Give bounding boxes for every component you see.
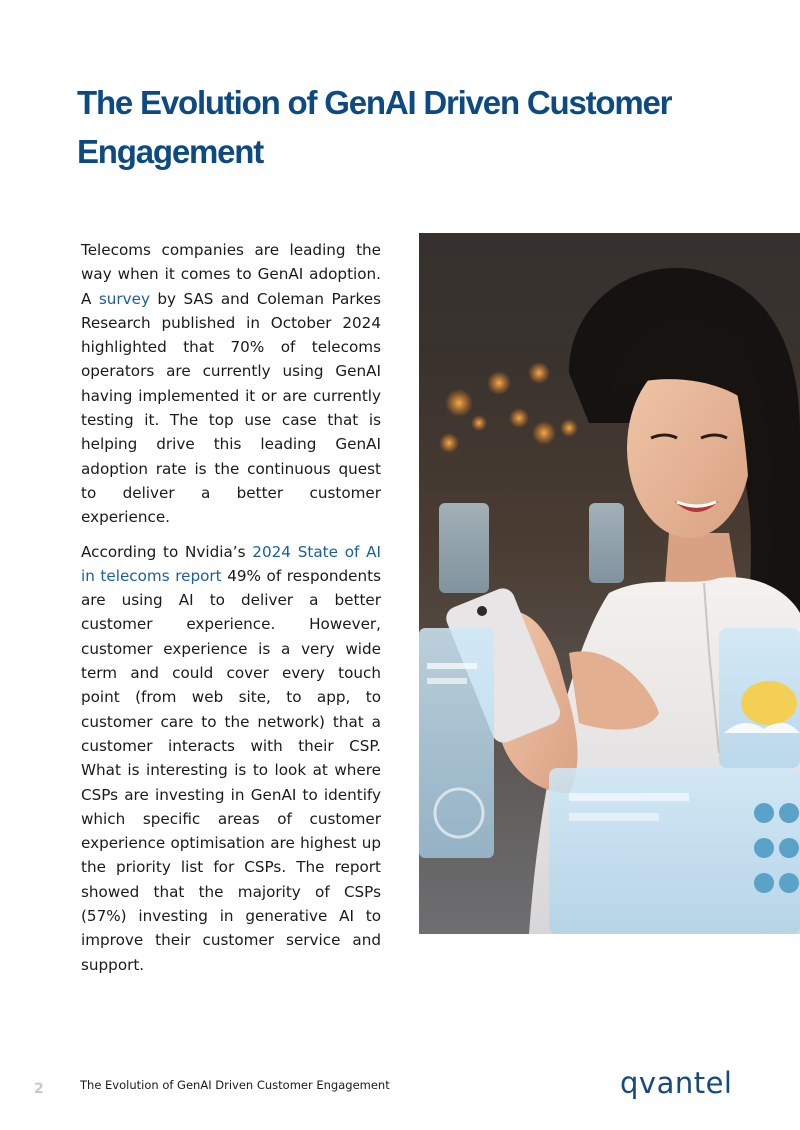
paragraph-1-text-b: by SAS and Coleman Parkes Research published in October 2024 highlighted that 70% of telecoms operators are currently using GenAI having implemented it or are currently testing it. The top use case that is helping drive this leading GenAI adoption rate is the continuous quest to deliver a better customer experience. — [81, 289, 381, 527]
woman-smartphone-photo — [419, 233, 800, 934]
body-text — [81, 238, 381, 987]
paragraph-2-text-b: 49% of respondents are using AI to deliver a better customer experience. However, customer experience is a very wide term and could cover every touch point (from web site, to app, to customer care to the network) that a customer interacts with their CSP. What is interesting is to look at where CSPs are investing in GenAI to identify which specific areas of customer experience optimisation are highest up the priority list for CSPs. The report showed that the majority of CSPs (57%) investing in generative AI to improve their customer service and support. — [81, 566, 381, 974]
survey-link[interactable]: survey — [98, 289, 150, 308]
paragraph-2 — [81, 540, 381, 977]
page-number: 2 — [34, 1081, 44, 1097]
paragraph-2-text-a: According to Nvidia’s — [81, 542, 253, 561]
qvantel-logo: qvantel — [620, 1066, 733, 1100]
photo-illustration — [419, 233, 800, 934]
nvidia-report-link[interactable]: 2024 State of AI in telecoms report — [81, 542, 381, 585]
paragraph-1 — [81, 238, 381, 530]
footer-running-title: The Evolution of GenAI Driven Customer Engagement — [80, 1078, 390, 1092]
paragraph-1-text-a: Telecoms companies are leading the way when it comes to GenAI adoption. A — [81, 241, 381, 308]
page-title: The Evolution of GenAI Driven Customer Engagement — [77, 84, 672, 170]
